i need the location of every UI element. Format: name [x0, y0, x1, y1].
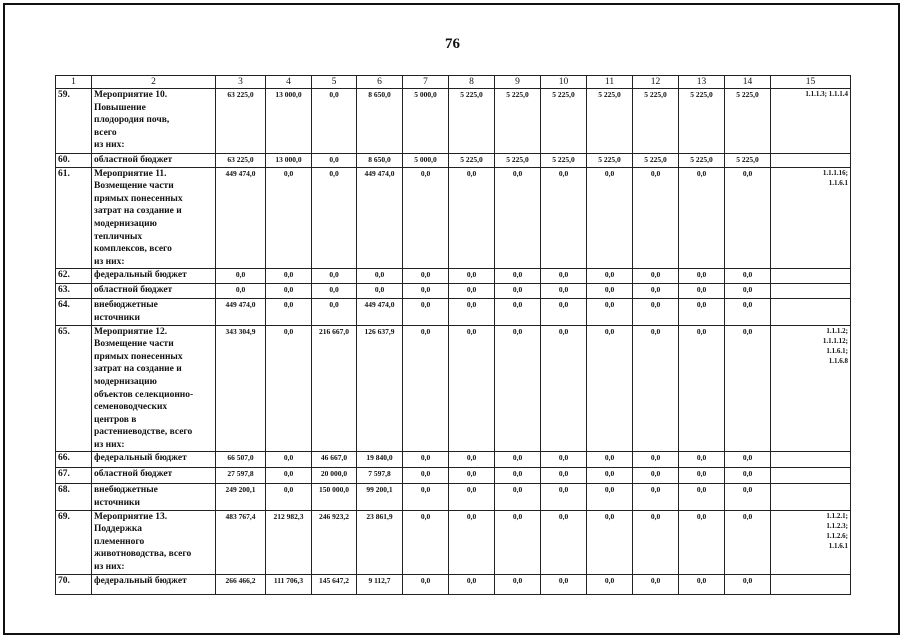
- value-cell: 0,0: [725, 510, 771, 574]
- value-cell: 0,0: [725, 468, 771, 484]
- row-number: 60.: [56, 154, 92, 168]
- row-number: 69.: [56, 510, 92, 574]
- value-cell: 0,0: [449, 484, 495, 510]
- value-cell: 0,0: [679, 510, 725, 574]
- value-cell: 483 767,4: [216, 510, 266, 574]
- value-cell: 5 225,0: [725, 89, 771, 154]
- value-cell: 0,0: [266, 484, 312, 510]
- value-cell: 0,0: [312, 154, 357, 168]
- reference-cell: 1.1.2.1; 1.1.2.3; 1.1.2.6; 1.1.6.1: [771, 510, 851, 574]
- value-cell: 0,0: [312, 167, 357, 269]
- row-name: внебюджетные источники: [92, 484, 216, 510]
- value-cell: 0,0: [725, 484, 771, 510]
- value-cell: 0,0: [633, 484, 679, 510]
- row-number: 59.: [56, 89, 92, 154]
- value-cell: 0,0: [587, 284, 633, 299]
- value-cell: 0,0: [541, 325, 587, 452]
- value-cell: 0,0: [587, 574, 633, 594]
- row-number: 65.: [56, 325, 92, 452]
- value-cell: 0,0: [403, 284, 449, 299]
- row-number: 67.: [56, 468, 92, 484]
- row-number: 64.: [56, 299, 92, 325]
- value-cell: 0,0: [357, 284, 403, 299]
- value-cell: 5 225,0: [541, 154, 587, 168]
- value-cell: 5 225,0: [495, 154, 541, 168]
- header-cell: 7: [403, 76, 449, 89]
- table-row: [56, 574, 851, 594]
- value-cell: 0,0: [541, 484, 587, 510]
- header-cell: 2: [92, 76, 216, 89]
- header-cell: 3: [216, 76, 266, 89]
- table-row: [56, 299, 851, 325]
- value-cell: 0,0: [357, 269, 403, 284]
- value-cell: 0,0: [449, 574, 495, 594]
- value-cell: 212 982,3: [266, 510, 312, 574]
- value-cell: 0,0: [266, 325, 312, 452]
- reference-cell: [771, 284, 851, 299]
- value-cell: 0,0: [633, 468, 679, 484]
- value-cell: 0,0: [495, 574, 541, 594]
- value-cell: 0,0: [541, 299, 587, 325]
- value-cell: 5 225,0: [449, 154, 495, 168]
- header-cell: 8: [449, 76, 495, 89]
- value-cell: 0,0: [541, 452, 587, 468]
- row-number: 62.: [56, 269, 92, 284]
- value-cell: 0,0: [495, 269, 541, 284]
- value-cell: 5 225,0: [679, 89, 725, 154]
- value-cell: 0,0: [266, 452, 312, 468]
- header-cell: 4: [266, 76, 312, 89]
- value-cell: 0,0: [449, 167, 495, 269]
- value-cell: 0,0: [725, 452, 771, 468]
- value-cell: 0,0: [312, 269, 357, 284]
- value-cell: 0,0: [679, 468, 725, 484]
- value-cell: 5 000,0: [403, 89, 449, 154]
- value-cell: 0,0: [403, 484, 449, 510]
- value-cell: 0,0: [495, 284, 541, 299]
- table-row: [56, 154, 851, 168]
- value-cell: 0,0: [216, 284, 266, 299]
- value-cell: 5 225,0: [679, 154, 725, 168]
- value-cell: 0,0: [403, 325, 449, 452]
- reference-cell: [771, 452, 851, 468]
- value-cell: 150 000,0: [312, 484, 357, 510]
- value-cell: 5 225,0: [587, 154, 633, 168]
- value-cell: 0,0: [495, 325, 541, 452]
- row-name: Мероприятие 11. Возмещение части прямых понесенных затрат на создание и модернизацию тепличных комплексов, всего из них:: [92, 167, 216, 269]
- value-cell: 0,0: [541, 468, 587, 484]
- header-cell: 9: [495, 76, 541, 89]
- value-cell: 13 000,0: [266, 89, 312, 154]
- page-number: 76: [445, 36, 460, 52]
- row-name: федеральный бюджет: [92, 269, 216, 284]
- row-number: 68.: [56, 484, 92, 510]
- value-cell: 0,0: [216, 269, 266, 284]
- row-number: 61.: [56, 167, 92, 269]
- table-row: [56, 269, 851, 284]
- table-row: [56, 89, 851, 154]
- value-cell: 0,0: [587, 484, 633, 510]
- header-cell: 6: [357, 76, 403, 89]
- value-cell: 0,0: [633, 574, 679, 594]
- reference-cell: 1.1.1.3; 1.1.1.4: [771, 89, 851, 154]
- value-cell: 0,0: [587, 510, 633, 574]
- value-cell: 0,0: [725, 325, 771, 452]
- value-cell: 266 466,2: [216, 574, 266, 594]
- value-cell: 449 474,0: [357, 167, 403, 269]
- value-cell: 249 200,1: [216, 484, 266, 510]
- value-cell: 0,0: [679, 325, 725, 452]
- value-cell: 0,0: [679, 269, 725, 284]
- value-cell: 5 225,0: [633, 154, 679, 168]
- value-cell: 5 225,0: [725, 154, 771, 168]
- value-cell: 13 000,0: [266, 154, 312, 168]
- header-cell: 10: [541, 76, 587, 89]
- value-cell: 5 225,0: [449, 89, 495, 154]
- value-cell: 0,0: [633, 325, 679, 452]
- value-cell: 0,0: [403, 510, 449, 574]
- value-cell: 0,0: [633, 269, 679, 284]
- table-body: [56, 76, 851, 595]
- value-cell: 7 597,8: [357, 468, 403, 484]
- table-row: [56, 510, 851, 574]
- row-name: Мероприятие 10. Повышение плодородия почв, всего из них:: [92, 89, 216, 154]
- value-cell: 0,0: [495, 468, 541, 484]
- value-cell: 0,0: [403, 452, 449, 468]
- reference-cell: 1.1.1.2; 1.1.1.12; 1.1.6.1; 1.1.6.8: [771, 325, 851, 452]
- reference-cell: [771, 269, 851, 284]
- value-cell: 0,0: [403, 468, 449, 484]
- reference-cell: 1.1.1.16; 1.1.6.1: [771, 167, 851, 269]
- row-number: 66.: [56, 452, 92, 468]
- reference-cell: [771, 468, 851, 484]
- row-number: 70.: [56, 574, 92, 594]
- row-name: областной бюджет: [92, 284, 216, 299]
- value-cell: 0,0: [633, 510, 679, 574]
- value-cell: 0,0: [495, 299, 541, 325]
- value-cell: 0,0: [495, 510, 541, 574]
- value-cell: 0,0: [541, 269, 587, 284]
- value-cell: 0,0: [312, 299, 357, 325]
- value-cell: 0,0: [312, 284, 357, 299]
- header-cell: 13: [679, 76, 725, 89]
- value-cell: 9 112,7: [357, 574, 403, 594]
- value-cell: 449 474,0: [216, 167, 266, 269]
- value-cell: 0,0: [266, 284, 312, 299]
- row-name: областной бюджет: [92, 468, 216, 484]
- value-cell: 19 840,0: [357, 452, 403, 468]
- table-row: [56, 325, 851, 452]
- value-cell: 0,0: [679, 167, 725, 269]
- value-cell: 0,0: [266, 468, 312, 484]
- value-cell: 0,0: [725, 574, 771, 594]
- value-cell: 0,0: [449, 325, 495, 452]
- value-cell: 20 000,0: [312, 468, 357, 484]
- value-cell: 0,0: [449, 452, 495, 468]
- value-cell: 0,0: [266, 167, 312, 269]
- value-cell: 99 200,1: [357, 484, 403, 510]
- value-cell: 0,0: [449, 299, 495, 325]
- reference-cell: [771, 299, 851, 325]
- reference-cell: [771, 484, 851, 510]
- budget-table: [55, 75, 851, 595]
- value-cell: 449 474,0: [357, 299, 403, 325]
- value-cell: 5 225,0: [495, 89, 541, 154]
- value-cell: 0,0: [725, 299, 771, 325]
- value-cell: 0,0: [587, 468, 633, 484]
- value-cell: 0,0: [403, 299, 449, 325]
- value-cell: 0,0: [679, 299, 725, 325]
- value-cell: 145 647,2: [312, 574, 357, 594]
- header-cell: 12: [633, 76, 679, 89]
- value-cell: 0,0: [495, 484, 541, 510]
- value-cell: 0,0: [312, 89, 357, 154]
- value-cell: 8 650,0: [357, 154, 403, 168]
- value-cell: 0,0: [541, 574, 587, 594]
- value-cell: 0,0: [679, 574, 725, 594]
- value-cell: 0,0: [541, 167, 587, 269]
- reference-cell: [771, 154, 851, 168]
- value-cell: 0,0: [679, 484, 725, 510]
- table-header-row: [56, 76, 851, 89]
- header-cell: 1: [56, 76, 92, 89]
- value-cell: 0,0: [725, 167, 771, 269]
- value-cell: 216 667,0: [312, 325, 357, 452]
- value-cell: 5 000,0: [403, 154, 449, 168]
- value-cell: 126 637,9: [357, 325, 403, 452]
- value-cell: 5 225,0: [633, 89, 679, 154]
- value-cell: 0,0: [587, 167, 633, 269]
- value-cell: 0,0: [587, 269, 633, 284]
- value-cell: 0,0: [633, 299, 679, 325]
- row-name: федеральный бюджет: [92, 574, 216, 594]
- header-cell: 15: [771, 76, 851, 89]
- value-cell: 0,0: [633, 167, 679, 269]
- reference-cell: [771, 574, 851, 594]
- value-cell: 0,0: [633, 284, 679, 299]
- row-name: областной бюджет: [92, 154, 216, 168]
- value-cell: 0,0: [633, 452, 679, 468]
- value-cell: 0,0: [449, 468, 495, 484]
- value-cell: 23 861,9: [357, 510, 403, 574]
- table-row: [56, 284, 851, 299]
- header-cell: 11: [587, 76, 633, 89]
- value-cell: 0,0: [541, 510, 587, 574]
- row-name: федеральный бюджет: [92, 452, 216, 468]
- table-row: [56, 468, 851, 484]
- row-number: 63.: [56, 284, 92, 299]
- value-cell: 0,0: [587, 299, 633, 325]
- value-cell: 0,0: [266, 299, 312, 325]
- value-cell: 5 225,0: [587, 89, 633, 154]
- value-cell: 0,0: [587, 325, 633, 452]
- value-cell: 0,0: [495, 167, 541, 269]
- value-cell: 246 923,2: [312, 510, 357, 574]
- value-cell: 8 650,0: [357, 89, 403, 154]
- value-cell: 63 225,0: [216, 89, 266, 154]
- header-cell: 14: [725, 76, 771, 89]
- value-cell: 0,0: [449, 284, 495, 299]
- value-cell: 0,0: [725, 269, 771, 284]
- value-cell: 111 706,3: [266, 574, 312, 594]
- table-row: [56, 484, 851, 510]
- value-cell: 0,0: [266, 269, 312, 284]
- value-cell: 5 225,0: [541, 89, 587, 154]
- value-cell: 343 304,9: [216, 325, 266, 452]
- row-name: Мероприятие 12. Возмещение части прямых понесенных затрат на создание и модернизацию объектов селекционно- семеноводческих центров в растениеводстве, всего из них:: [92, 325, 216, 452]
- value-cell: 0,0: [403, 167, 449, 269]
- value-cell: 0,0: [495, 452, 541, 468]
- value-cell: 0,0: [449, 510, 495, 574]
- value-cell: 0,0: [449, 269, 495, 284]
- row-name: Мероприятие 13. Поддержка племенного животноводства, всего из них:: [92, 510, 216, 574]
- table-row: [56, 167, 851, 269]
- value-cell: 46 667,0: [312, 452, 357, 468]
- value-cell: 0,0: [679, 284, 725, 299]
- value-cell: 0,0: [725, 284, 771, 299]
- value-cell: 0,0: [541, 284, 587, 299]
- value-cell: 0,0: [679, 452, 725, 468]
- value-cell: 27 597,8: [216, 468, 266, 484]
- row-name: внебюджетные источники: [92, 299, 216, 325]
- value-cell: 0,0: [403, 574, 449, 594]
- header-cell: 5: [312, 76, 357, 89]
- table-row: [56, 452, 851, 468]
- value-cell: 0,0: [587, 452, 633, 468]
- value-cell: 63 225,0: [216, 154, 266, 168]
- value-cell: 66 507,0: [216, 452, 266, 468]
- value-cell: 0,0: [403, 269, 449, 284]
- value-cell: 449 474,0: [216, 299, 266, 325]
